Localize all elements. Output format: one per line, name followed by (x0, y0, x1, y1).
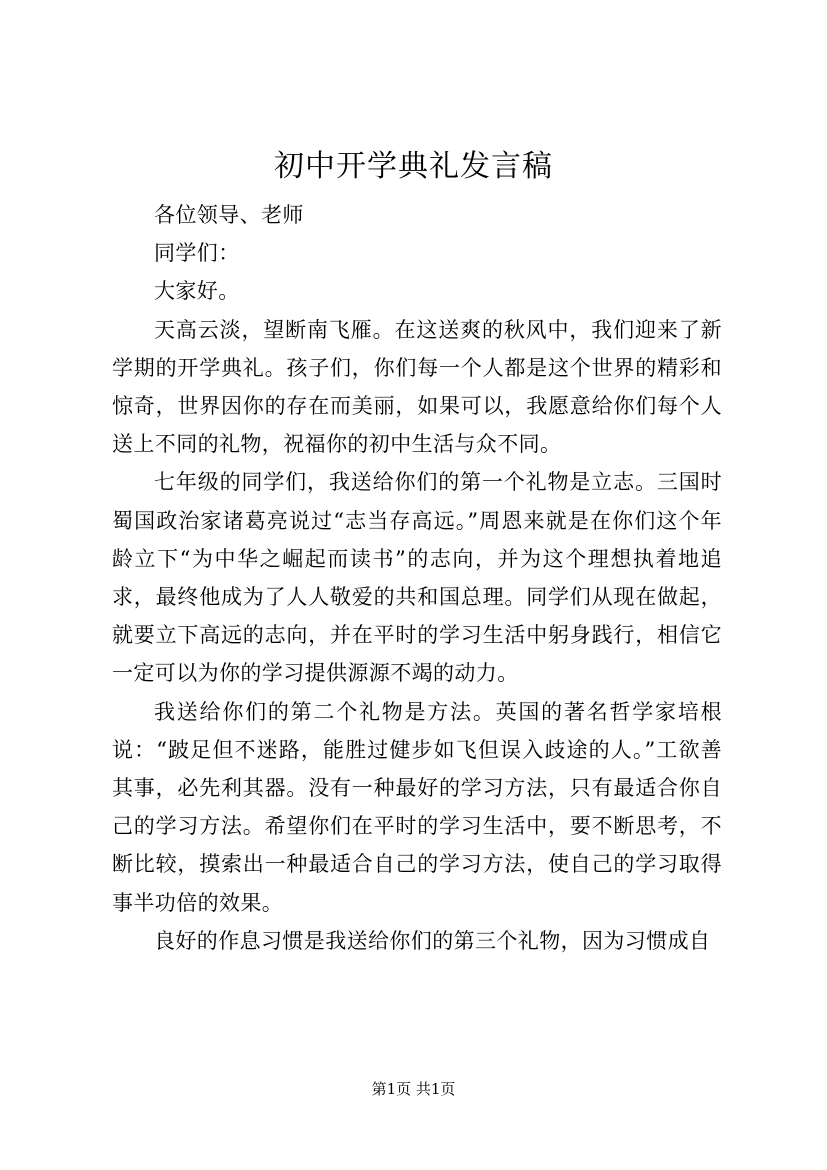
document-body (112, 196, 722, 960)
salutation-students: 同学们： (154, 241, 240, 266)
document-title: 初中开学典礼发言稿 (274, 149, 553, 184)
paragraph-gift-three: 良好的作息习惯是我送给你们的第三个礼物，因为习惯成自 (154, 928, 711, 953)
page-footer: 第1页 共1页 (371, 1080, 456, 1098)
paragraph-gift-two: 我送给你们的第二个礼物是方法。英国的著名哲学家培根说：“跛足但不迷路，能胜过健步如飞但误入歧途的人。”工欲善其事，必先利其器。没有一种最好的学习方法，只有最适合你自己的学习方法。希望你们在平时的学习生活中，要不断思考，不断比较，摸索出一种最适合自己的学习方法，使自己的学习取得事半功倍的效果。 (112, 699, 722, 915)
greeting: 大家好。 (154, 279, 240, 304)
salutation-leaders: 各位领导、老师 (154, 203, 304, 227)
paragraph-gift-one: 七年级的同学们，我送给你们的第一个礼物是立志。三国时蜀国政治家诸葛亮说过“志当存高远。”周恩来就是在你们这个年龄立下“为中华之崛起而读书”的志向，并为这个理想执着地追求，最终他成为了人人敬爱的共和国总理。同学们从现在做起，就要立下高远的志向，并在平时的学习生活中躬身践行，相信它一定可以为你的学习提供源源不竭的动力。 (112, 470, 722, 686)
paragraph-intro: 天高云淡，望断南飞雁。在这送爽的秋风中，我们迎来了新学期的开学典礼。孩子们，你们每一个人都是这个世界的精彩和惊奇，世界因你的存在而美丽，如果可以，我愿意给你们每个人送上不同的礼物，祝福你的初中生活与众不同。 (112, 317, 722, 457)
